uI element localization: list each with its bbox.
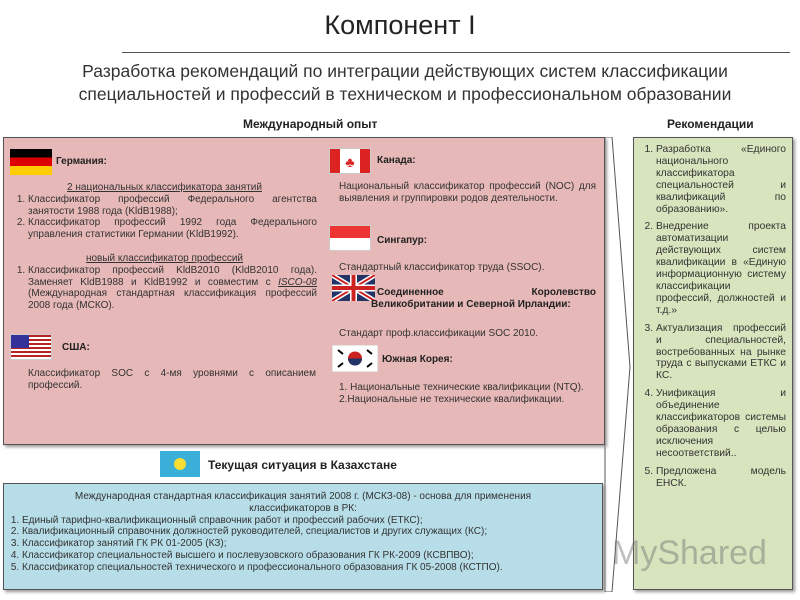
watermark: MyShared [612,534,767,572]
uk-text: Стандарт проф.классификации SOC 2010. [339,328,539,339]
kazakhstan-flag-icon [160,451,200,477]
recommendation-item: 1. Разработка «Единого национального классификатора специальностей и квалификаций по образованию». [656,144,786,215]
canada-text: Национальный классификатор профессий (NOC) для выявления и группировки родов деятельности. [339,181,596,204]
kazakhstan-item: 5. Классификатор специальностей технического и профессионального образования ГК 05-2008 (КСТПО). [22,562,602,574]
germany-subheading-2: новый классификатор профессий [85,252,244,264]
recommendation-item: 5. Предложена модель ЕНСК. [656,466,786,490]
korea-label: Южная Корея: [382,354,453,365]
korea-item: 2.Национальные не технические квалификации. [339,393,565,405]
usa-flag-icon [10,334,52,360]
singapore-label: Сингапур: [377,235,428,246]
recommendation-item: 4. Унификация и объединение классификаторов системы образования с целью исключения несоответствий.. [656,388,786,459]
germany-new-item: 1. Классификатор профессий KldB2010 (KldB2010 года). Заменяет KldB1988 и KldB1992 и совместим с ISCO-08 (Международная стандартная классификация профессий 2008 года (МСКО). [28,265,317,312]
singapore-flag-icon [329,225,371,251]
slide-subtitle: Разработка рекомендаций по интеграции действующих систем классификации специальностей и профессий в техническом и профессиональном образовании [78,61,732,104]
korea-flag-icon [332,345,378,372]
kazakhstan-item: 2. Квалификационный справочник должностей руководителей, специалистов и других служащих (КС); [22,526,602,538]
international-header: Международный опыт [243,117,378,131]
kazakhstan-intro: Международная стандартная классификация занятий 2008 г. (МСКЗ-08) - основа для применения классификаторов в РК: [74,491,532,514]
slide-title: Компонент I [324,10,476,40]
germany-item: 1. Классификатор профессий Федерального агентства занятости 1988 года (KldB1988); [28,194,317,218]
recommendation-item: 3. Актуализация профессий и специальностей, востребованных на рынке труда с выпусками ЕТКС и КС. [656,323,786,383]
singapore-text: Стандартный классификатор труда (SSOC). [339,262,545,273]
germany-item: 2. Классификатор профессий 1992 года Федерального управления статистики Германии (KldB1992). [28,217,317,241]
isco-link[interactable]: ISCO-08 [278,276,317,288]
usa-text: Классификатор SOC с 4-мя уровнями с описанием профессий. [28,368,316,391]
kazakhstan-panel [3,483,603,590]
kazakhstan-item: 3. Классификатор занятий ГК РК 01-2005 (КЗ); [22,538,602,550]
usa-label: США: [62,342,90,353]
title-divider [122,52,790,53]
uk-flag-icon [332,275,375,301]
recommendations-header: Рекомендации [667,117,754,131]
germany-flag-icon [10,149,52,175]
kazakhstan-item: 4. Классификатор специальностей высшего и послевузовского образования ГК РК-2009 (КСВПВО); [22,550,602,562]
kazakhstan-item: 1. Единый тарифно-квалификационный справочник работ и профессий рабочих (ЕТКС); [22,515,602,527]
kazakhstan-header: Текущая ситуация в Казахстане [208,458,397,472]
canada-flag-icon: ♣ [329,148,371,174]
korea-item: 1. Национальные технические квалификации (NTQ). [339,382,584,393]
germany-subheading-1: 2 национальных классификатора занятий [67,182,262,193]
international-experience-panel [3,137,605,445]
recommendations-panel [633,137,793,590]
recommendation-item: 2. Внедрение проекта автоматизации действующих систем квалификации в «Единую информационную систему классификации профессий, должностей и т.д.» [656,221,786,316]
canada-label: Канада: [377,155,416,166]
germany-label: Германия: [56,156,107,167]
uk-label: Соединенное Королевство Великобритании и Северной Ирландии: [371,287,596,310]
